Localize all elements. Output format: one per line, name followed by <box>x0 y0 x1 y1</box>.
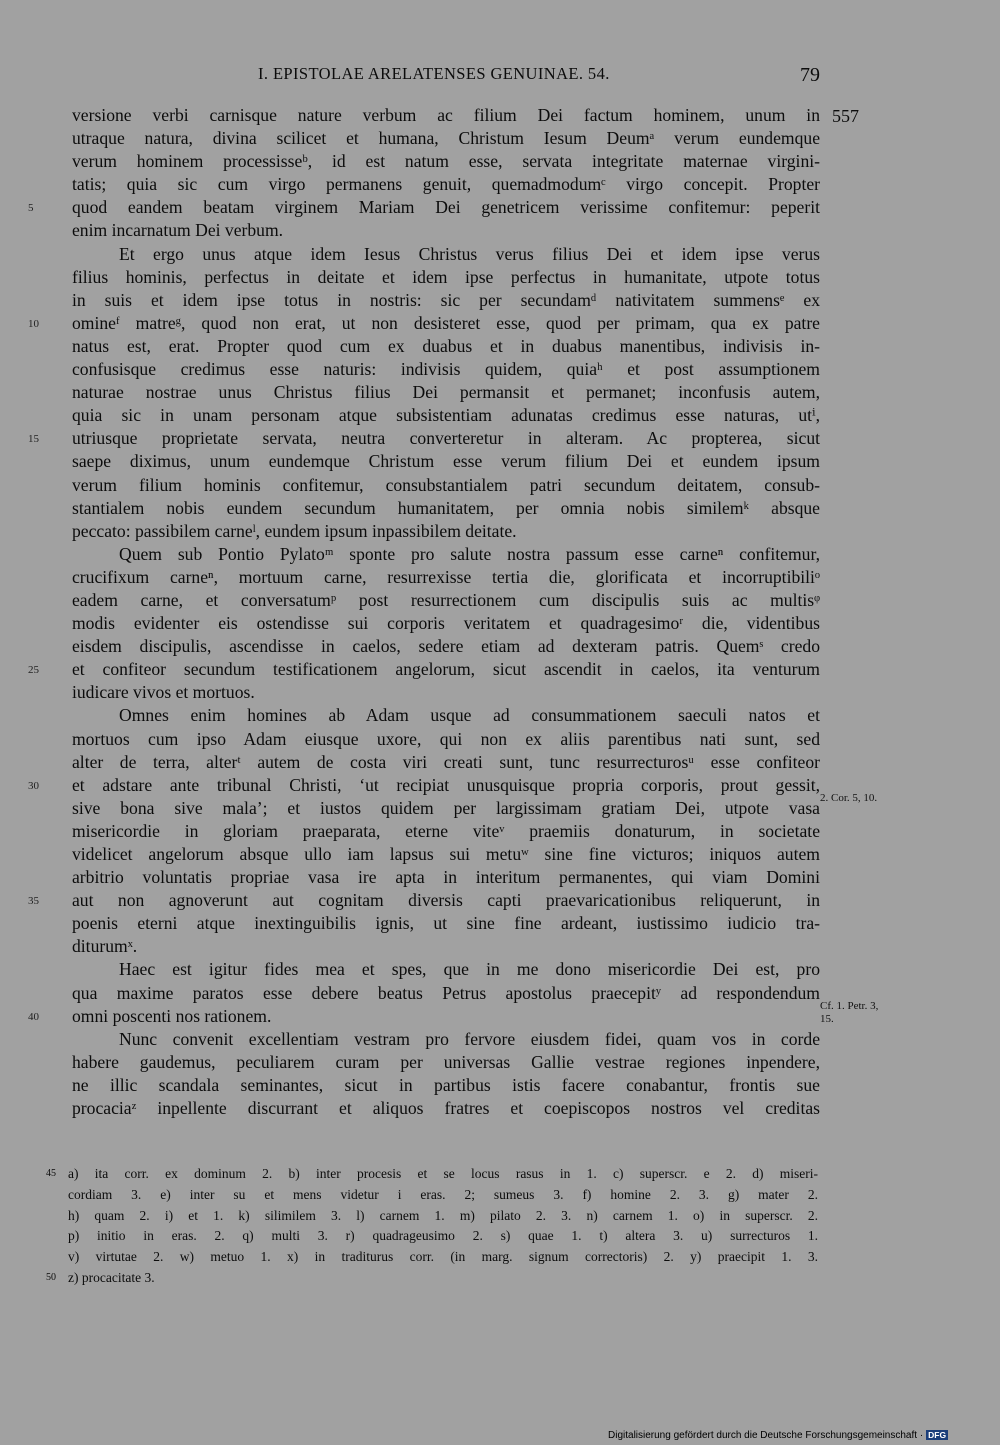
text-line <box>28 774 820 797</box>
text-line <box>72 728 820 751</box>
text-line <box>72 474 820 497</box>
footnote-text: a) ita corr. ex dominum 2. b) inter procesis et se locus rasus in 1. c) superscr. e 2. d) miseri- <box>68 1166 818 1181</box>
dfg-logo: DFG <box>928 1430 947 1440</box>
line-number: 10 <box>28 317 39 330</box>
footnote-text: v) virtutae 2. w) metuo 1. x) in traditurus corr. (in marg. signum correctoris) 2. y) praecipit 1. 3. <box>68 1249 818 1265</box>
text-line <box>72 543 820 566</box>
text-line <box>72 958 820 981</box>
margin-reference-cor: 2. Cor. 5, 10. <box>820 792 878 804</box>
text-line <box>72 497 820 520</box>
line-number: 40 <box>28 1010 39 1023</box>
line-text: et adstare ante tribunal Christi, ‘ut recipiat unusquisque propria corporis, prout gessit, <box>72 774 820 795</box>
text-line <box>28 1005 820 1028</box>
line-text: peccato: passibilem carneˡ, eundem ipsum inpassibilem deitate. <box>72 520 517 541</box>
footnote-text: p) initio in eras. 2. q) multi 3. r) quadrageusimo 2. s) quae 1. t) altera 3. u) surrecturos 1. <box>68 1228 818 1244</box>
body-text <box>28 104 820 1120</box>
text-line <box>72 982 820 1005</box>
footnote-line <box>46 1268 818 1289</box>
text-line <box>72 266 820 289</box>
line-text: confusisque credimus esse naturis: indivisis quidem, quiaʰ et post assumptionem <box>72 359 820 380</box>
line-text: arbitrio voluntatis propriae vasa ire apta in interitum permanentes, qui viam Domini <box>72 867 820 888</box>
line-text: eadem carne, et conversatumᵖ post resurrectionem cum discipulis suis ac multisᵠ <box>72 589 820 610</box>
text-line <box>72 704 820 727</box>
footnote-line <box>68 1206 818 1227</box>
text-line <box>72 635 820 658</box>
line-text: filius hominis, perfectus in deitate et idem ipse perfectus in humanitate, utpote totus <box>72 266 820 287</box>
text-line <box>28 427 820 450</box>
text-line <box>72 681 820 704</box>
line-text: et confiteor secundum testificationem angelorum, sicut ascendit in caelos, ita venturum <box>72 659 820 680</box>
text-line <box>72 797 820 820</box>
line-text: iudicare vivos et mortuos. <box>72 682 255 703</box>
line-text: saepe diximus, unum eundemque Christum esse verum filium Dei et eundem ipsum <box>72 451 820 472</box>
line-text: alter de terra, alterᵗ autem de costa viri creati sunt, tunc resurrecturosᵘ esse confiteor <box>72 751 820 772</box>
text-line <box>72 1028 820 1051</box>
footnote-line <box>68 1247 818 1268</box>
text-line <box>28 196 820 219</box>
footnote-text: cordiam 3. e) inter su et mens videtur i eras. 2; sumeus 3. f) homine 2. 3. g) mater 2. <box>68 1186 818 1202</box>
footnote-text: h) quam 2. i) et 1. k) silimilem 3. l) carnem 1. m) pilato 2. 3. n) carnem 1. o) in superscr. 2. <box>68 1207 818 1223</box>
line-text: verum filium hominis confitemur, consubstantialem patri secundum deitatem, consub- <box>72 474 820 495</box>
page-header <box>0 64 1000 92</box>
banner-text: Digitalisierung gefördert durch die Deutsche Forschungsgemeinschaft · <box>608 1430 924 1441</box>
line-text: mortuos cum ipso Adam eiusque uxore, qui non ex aliis parentibus nati sunt, sed <box>72 728 820 749</box>
footnote-line <box>46 1164 818 1185</box>
line-number: 45 <box>46 1168 56 1179</box>
text-line <box>72 1074 820 1097</box>
line-text: versione verbi carnisque nature verbum ac filium Dei factum hominem, unum in <box>72 105 820 125</box>
line-number: 5 <box>28 202 34 215</box>
text-line <box>72 935 820 958</box>
line-text: Haec est igitur fides mea et spes, que in me dono misericordie Dei est, pro <box>119 959 820 980</box>
text-line <box>72 820 820 843</box>
line-text: modis evidenter eis ostendisse sui corporis veritatem et quadragesimoʳ die, videntibus <box>72 613 820 634</box>
line-text: Et ergo unus atque idem Iesus Christus verus filius Dei et idem ipse verus <box>119 243 820 264</box>
line-text: misericordie in gloriam praeparata, eterne viteᵛ praemiis donaturum, in societate <box>72 820 820 841</box>
text-line <box>72 104 820 127</box>
line-text: Omnes enim homines ab Adam usque ad consummationem saeculi natos et <box>119 705 820 726</box>
line-text: ne illic scandala seminantes, sicut in partibus istis facere conabantur, frontis sue <box>72 1074 820 1095</box>
line-text: omni poscenti nos rationem. <box>72 1005 272 1026</box>
line-text: aut non agnoverunt aut cognitam diversis capti praevaricationibus reliquerunt, in <box>72 890 820 911</box>
margin-page-number: 557 <box>832 106 859 126</box>
text-line <box>72 150 820 173</box>
text-line <box>28 889 820 912</box>
line-text: quod eandem beatam virginem Mariam Dei genetricem verissime confitemur: peperit <box>72 197 820 218</box>
text-line <box>72 866 820 889</box>
line-text: qua maxime paratos esse debere beatus Petrus apostolus praecepitʸ ad respondendum <box>72 982 820 1003</box>
line-text: quia sic in unam personam atque subsistentiam adunatas credimus esse naturas, utⁱ, <box>72 405 820 426</box>
text-line <box>72 751 820 774</box>
text-line <box>72 450 820 473</box>
line-text: natus est, erat. Propter quod cum ex duabus et in duabus manentibus, indivisis in- <box>72 335 820 356</box>
line-number: 15 <box>28 433 39 446</box>
text-line <box>72 243 820 266</box>
text-line <box>72 335 820 358</box>
line-text: videlicet angelorum absque ullo iam lapsus sui metuʷ sine fine victuros; iniquos autem <box>72 844 820 864</box>
line-number <box>0 544 11 567</box>
line-text: in suis et idem ipse totus in nostris: sic per secundamᵈ nativitatem summensᵉ ex <box>72 289 820 310</box>
text-line <box>72 289 820 312</box>
text-line <box>28 658 820 681</box>
line-text: tatis; quia sic cum virgo permanens genuit, quemadmodumᶜ virgo concepit. Propter <box>72 174 820 195</box>
text-line <box>72 358 820 381</box>
line-text: poenis eterni atque inextinguibilis ignis, ut sine fine ardeant, iustissimo iudicio tra- <box>72 913 820 934</box>
line-text: utraque natura, divina scilicet et humana, Christum Iesum Deumᵃ verum eundemque <box>72 128 820 149</box>
text-line <box>72 173 820 196</box>
line-text: verum hominem processisseᵇ, id est natum esse, servata integritate maternae virgini- <box>72 151 820 172</box>
text-line <box>72 404 820 427</box>
line-text: habere gaudemus, peculiarem curam per universas Gallie vestrae regiones inpendere, <box>72 1051 820 1072</box>
line-text: omineᶠ matreᵍ, quod non erat, ut non desisteret esse, quod per primam, qua ex patre <box>72 312 820 333</box>
text-line <box>72 127 820 150</box>
footnote-text: z) procacitate 3. <box>68 1269 155 1285</box>
line-text: eisdem discipulis, ascendisse in caelos, sedere etiam ad dexteram patris. Quemˢ credo <box>72 636 820 657</box>
line-text: procaciaᶻ inpellente discurrant et aliquos fratres et coepiscopos nostros vel creditas <box>72 1098 820 1119</box>
line-number: 25 <box>28 664 39 677</box>
text-line <box>72 612 820 635</box>
margin-reference-petr: Cf. 1. Petr. 3, 15. <box>820 1000 879 1025</box>
line-text: Nunc convenit excellentiam vestram pro fervore eiusdem fidei, quam vos in corde <box>119 1028 820 1049</box>
running-title: I. EPISTOLAE ARELATENSES GENUINAE. 54. <box>258 64 610 83</box>
text-line <box>28 312 820 335</box>
line-text: sive bona sive mala’; et iustos quidem per largissimam gratiam Dei, utpote vasa <box>72 797 820 818</box>
text-line <box>72 381 820 404</box>
text-line <box>72 219 820 242</box>
line-number: 30 <box>28 779 39 792</box>
footnotes <box>46 1164 818 1289</box>
line-text: enim incarnatum Dei verbum. <box>72 220 284 241</box>
text-line <box>72 1051 820 1074</box>
line-text: diturumˣ. <box>72 936 138 957</box>
text-line <box>72 912 820 935</box>
line-number: 35 <box>28 895 39 908</box>
footnote-line <box>68 1185 818 1206</box>
text-line <box>72 843 820 866</box>
text-line <box>72 589 820 612</box>
line-number: 50 <box>46 1271 56 1283</box>
footnote-line <box>68 1226 818 1247</box>
page-number: 79 <box>800 64 820 86</box>
line-text: utriusque proprietate servata, neutra converteretur in alteram. Ac propterea, sicut <box>72 428 820 449</box>
dfg-banner <box>608 1430 948 1441</box>
line-text: crucifixum carneⁿ, mortuum carne, resurrexisse tertia die, glorificata et incorruptibiliᵒ <box>72 566 820 587</box>
text-line <box>72 566 820 589</box>
line-text: stantialem nobis eundem secundum humanitatem, per omnia nobis similemᵏ absque <box>72 497 820 518</box>
line-text: naturae nostrae unus Christus filius Dei permansit et permanet; inconfusis autem, <box>72 382 820 403</box>
line-text: Quem sub Pontio Pylatoᵐ sponte pro salute nostra passum esse carneⁿ confitemur, <box>119 543 820 564</box>
text-line <box>72 1097 820 1120</box>
text-line <box>72 520 820 543</box>
